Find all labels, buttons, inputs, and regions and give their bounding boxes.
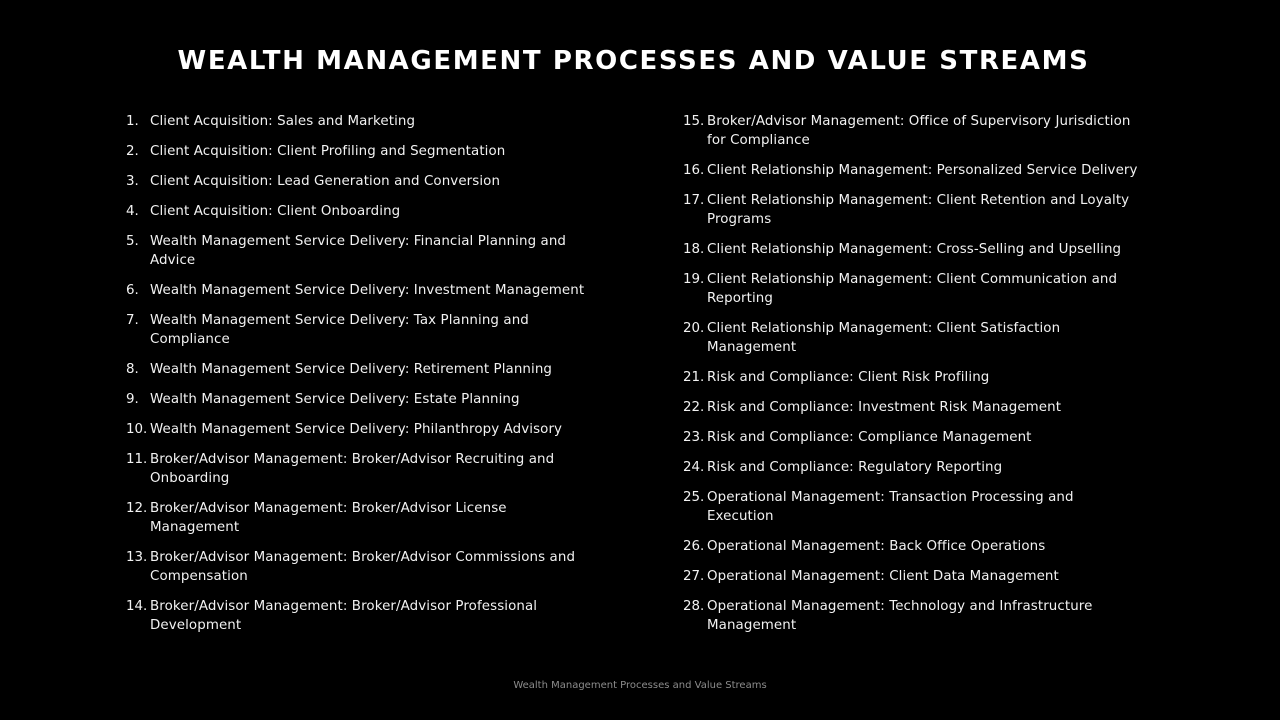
item-number: 4. [126, 204, 139, 219]
item-number: 15. [683, 114, 705, 129]
list-item [683, 398, 1143, 417]
item-number: 9. [126, 392, 139, 407]
list-item [126, 597, 586, 635]
list-item [683, 240, 1143, 259]
item-number: 19. [683, 272, 705, 287]
slide-footer: Wealth Management Processes and Value Streams [513, 680, 767, 691]
item-number: 11. [126, 452, 148, 467]
item-number: 22. [683, 400, 705, 415]
list-item [683, 428, 1143, 447]
item-number: 2. [126, 144, 139, 159]
list-item [126, 112, 586, 131]
list-item [126, 142, 586, 161]
list-item [683, 537, 1143, 556]
item-text: Risk and Compliance: Regulatory Reporting [707, 460, 1003, 475]
item-text: Wealth Management Service Delivery: Estate Planning [150, 392, 520, 407]
list-item [126, 390, 586, 409]
item-number: 21. [683, 370, 705, 385]
item-number: 6. [126, 283, 139, 298]
item-text: Client Acquisition: Sales and Marketing [150, 114, 416, 129]
list-item [683, 597, 1143, 635]
list-item [126, 232, 586, 270]
item-text: Operational Management: Transaction Processing and Execution [707, 490, 1074, 524]
list-item [683, 458, 1143, 477]
list-item [126, 420, 586, 439]
item-text: Client Relationship Management: Client Retention and Loyalty Programs [707, 193, 1130, 227]
list-item [683, 161, 1143, 180]
item-text: Risk and Compliance: Compliance Management [707, 430, 1032, 445]
item-number: 3. [126, 174, 139, 189]
list-item [683, 567, 1143, 586]
item-text: Client Relationship Management: Client Satisfaction Management [707, 321, 1061, 355]
item-text: Broker/Advisor Management: Office of Supervisory Jurisdiction for Compliance [707, 114, 1131, 148]
item-text: Client Relationship Management: Client Communication and Reporting [707, 272, 1118, 306]
item-text: Wealth Management Service Delivery: Philanthropy Advisory [150, 422, 563, 437]
item-text: Client Acquisition: Client Onboarding [150, 204, 401, 219]
list-item [126, 450, 586, 488]
item-number: 18. [683, 242, 705, 257]
item-number: 1. [126, 114, 139, 129]
item-number: 24. [683, 460, 705, 475]
item-text: Operational Management: Client Data Management [707, 569, 1059, 584]
slide-title: WEALTH MANAGEMENT PROCESSES AND VALUE STREAMS [177, 46, 1090, 76]
list-item [683, 488, 1143, 526]
list-item [683, 270, 1143, 308]
item-text: Operational Management: Technology and Infrastructure Management [707, 599, 1093, 633]
item-text: Broker/Advisor Management: Broker/Advisor Professional Development [150, 599, 538, 633]
list-item [683, 319, 1143, 357]
list-item [683, 368, 1143, 387]
item-text: Risk and Compliance: Investment Risk Management [707, 400, 1062, 415]
item-text: Client Acquisition: Client Profiling and Segmentation [150, 144, 506, 159]
item-number: 23. [683, 430, 705, 445]
list-item [126, 360, 586, 379]
item-number: 8. [126, 362, 139, 377]
item-number: 17. [683, 193, 705, 208]
item-text: Broker/Advisor Management: Broker/Advisor Commissions and Compensation [150, 550, 576, 584]
list-item [126, 172, 586, 191]
item-number: 27. [683, 569, 705, 584]
item-text: Wealth Management Service Delivery: Financial Planning and Advice [150, 234, 567, 268]
item-text: Wealth Management Service Delivery: Investment Management [150, 283, 585, 298]
item-number: 26. [683, 539, 705, 554]
item-text: Broker/Advisor Management: Broker/Advisor Recruiting and Onboarding [150, 452, 555, 486]
list-item [683, 112, 1143, 150]
list-item [683, 191, 1143, 229]
item-text: Risk and Compliance: Client Risk Profiling [707, 370, 990, 385]
item-number: 16. [683, 163, 705, 178]
list-item [126, 311, 586, 349]
list-item [126, 499, 586, 537]
item-text: Client Acquisition: Lead Generation and Conversion [150, 174, 501, 189]
item-text: Broker/Advisor Management: Broker/Advisor License Management [150, 501, 507, 535]
item-text: Operational Management: Back Office Operations [707, 539, 1046, 554]
item-text: Wealth Management Service Delivery: Tax Planning and Compliance [150, 313, 529, 347]
item-number: 5. [126, 234, 139, 249]
item-number: 7. [126, 313, 139, 328]
item-number: 28. [683, 599, 705, 614]
process-list-right [683, 112, 1143, 646]
item-number: 20. [683, 321, 705, 336]
item-text: Client Relationship Management: Cross-Selling and Upselling [707, 242, 1122, 257]
item-number: 10. [126, 422, 148, 437]
item-text: Client Relationship Management: Personalized Service Delivery [707, 163, 1138, 178]
process-list-left [126, 112, 586, 646]
item-number: 12. [126, 501, 148, 516]
item-number: 25. [683, 490, 705, 505]
list-item [126, 202, 586, 221]
item-number: 14. [126, 599, 148, 614]
item-text: Wealth Management Service Delivery: Retirement Planning [150, 362, 553, 377]
list-item [126, 281, 586, 300]
list-item [126, 548, 586, 586]
item-number: 13. [126, 550, 148, 565]
